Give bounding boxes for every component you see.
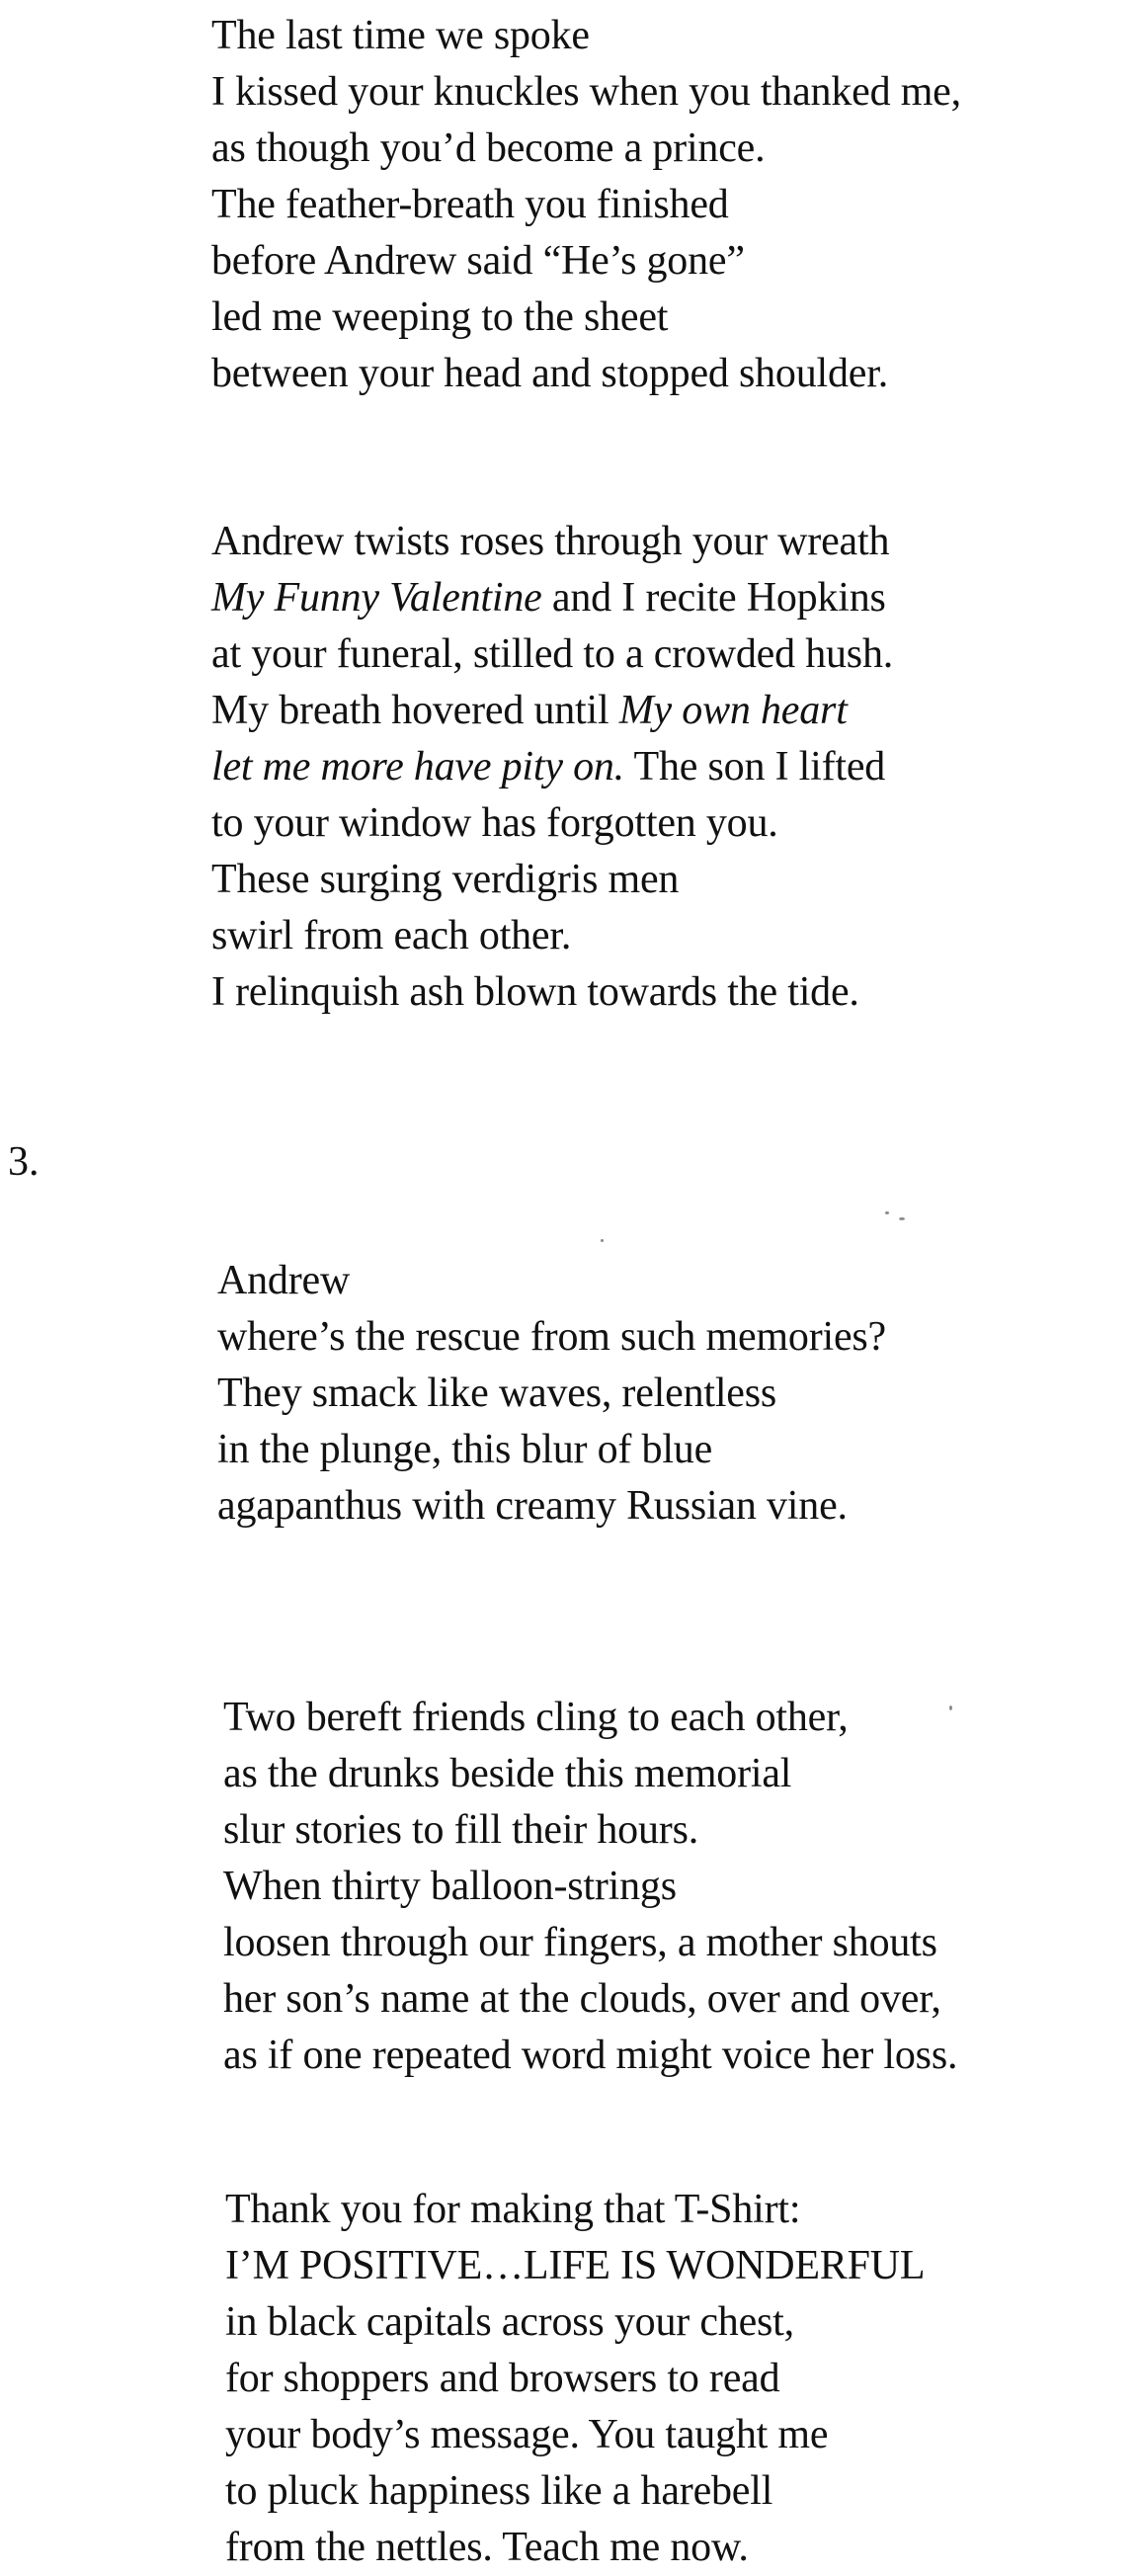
italic-title: My Funny Valentine xyxy=(211,575,542,621)
poem-line: as the drunks beside this memorial xyxy=(223,1751,792,1796)
stanza-5 xyxy=(225,2182,925,2576)
poem-line xyxy=(211,739,893,795)
stanza-3 xyxy=(217,1253,886,1535)
poem-line: loosen through our fingers, a mother shouts xyxy=(223,1920,937,1965)
poem-line: Thank you for making that T-Shirt: xyxy=(225,2187,801,2232)
line-text: and I recite Hopkins xyxy=(541,575,886,621)
poem-line: as though you’d become a prince. xyxy=(211,125,766,171)
scan-speck xyxy=(885,1211,889,1214)
poem-line: between your head and stopped shoulder. xyxy=(211,351,889,396)
poem-line: in the plunge, this blur of blue xyxy=(217,1427,713,1472)
poem-line: When thirty balloon-strings xyxy=(223,1864,677,1909)
italic-quote: let me more have pity on. xyxy=(211,744,624,789)
poem-line: agapanthus with creamy Russian vine. xyxy=(217,1483,848,1529)
poem-line: Andrew xyxy=(217,1258,351,1303)
stanza-1 xyxy=(211,8,961,402)
poem-line: at your funeral, stilled to a crowded hush. xyxy=(211,631,894,677)
poem-line: I’M POSITIVE…LIFE IS WONDERFUL xyxy=(225,2243,926,2288)
poem-line: to pluck happiness like a harebell xyxy=(225,2468,773,2514)
section-number: 3. xyxy=(8,1139,40,1185)
poem-line: The last time we spoke xyxy=(211,13,590,58)
line-text: The son I lifted xyxy=(623,744,886,789)
poem-line: slur stories to fill their hours. xyxy=(223,1807,699,1853)
poem-line: The feather-breath you finished xyxy=(211,182,729,227)
poem-line xyxy=(211,570,893,626)
stanza-4 xyxy=(223,1690,957,2084)
poem-line: They smack like waves, relentless xyxy=(217,1371,777,1416)
scan-speck xyxy=(899,1217,905,1220)
stanza-2 xyxy=(211,514,893,1021)
poem-line: to your window has forgotten you. xyxy=(211,800,778,846)
poem-line: where’s the rescue from such memories? xyxy=(217,1314,886,1360)
poem-line: your body’s message. You taught me xyxy=(225,2412,829,2457)
italic-quote: My own heart xyxy=(618,688,848,733)
poem-line: swirl from each other. xyxy=(211,913,572,958)
poem-line: from the nettles. Teach me now. xyxy=(225,2525,749,2570)
poem-line: I relinquish ash blown towards the tide. xyxy=(211,969,859,1015)
scan-speck xyxy=(601,1239,604,1242)
line-text: My breath hovered until xyxy=(211,688,619,733)
poem-line xyxy=(211,683,893,739)
poem-line: I kissed your knuckles when you thanked me, xyxy=(211,69,961,115)
poem-line: Two bereft friends cling to each other, xyxy=(223,1695,849,1740)
poem-line: led me weeping to the sheet xyxy=(211,294,669,340)
poem-line: These surging verdigris men xyxy=(211,857,680,902)
poem-line: Andrew twists roses through your wreath xyxy=(211,519,890,564)
poem-line: as if one repeated word might voice her loss. xyxy=(223,2033,958,2078)
poem-line: her son’s name at the clouds, over and over, xyxy=(223,1976,941,2022)
poem-line: before Andrew said “He’s gone” xyxy=(211,238,745,284)
poem-line: for shoppers and browsers to read xyxy=(225,2356,780,2401)
poem-line: in black capitals across your chest, xyxy=(225,2299,794,2345)
